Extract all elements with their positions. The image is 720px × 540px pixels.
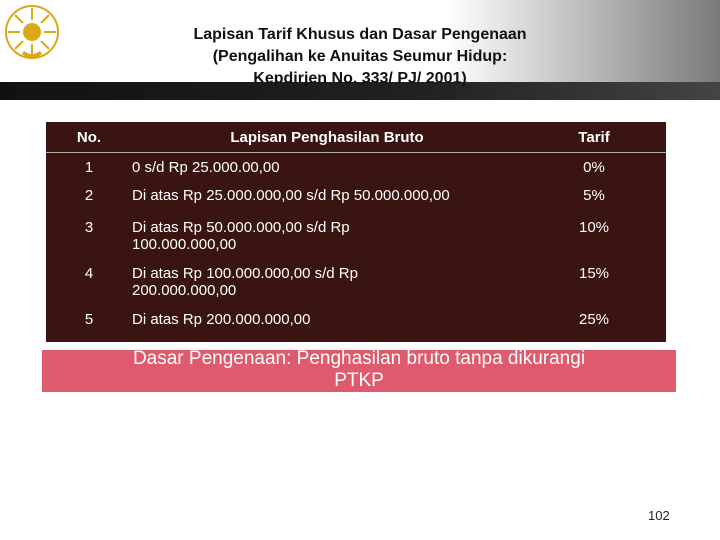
table-row [46, 213, 666, 257]
table-row [46, 257, 666, 303]
row-tarif: 5% [583, 186, 605, 204]
university-emblem-icon [4, 4, 60, 64]
header-tarif: Tarif [578, 128, 610, 146]
row-bracket: 0 s/d Rp 25.000.00,00 [132, 153, 522, 183]
row-bracket: Di atas Rp 25.000.000,00 s/d Rp 50.000.000,00 [132, 186, 450, 204]
row-bracket-line: Di atas Rp 100.000.000,00 s/d Rp [132, 264, 358, 282]
title-line: Kepdirjen No. 333/ PJ/ 2001) [253, 70, 467, 87]
row-bracket-line: 100.000.000,00 [132, 235, 237, 253]
row-no: 1 [46, 153, 132, 183]
row-no: 4 [84, 264, 94, 282]
table-header-row [46, 122, 666, 153]
row-bracket [132, 213, 522, 257]
table-row [46, 183, 666, 213]
row-bracket: Di atas Rp 200.000.000,00 [132, 310, 311, 328]
table-row [46, 303, 666, 337]
header-bracket: Lapisan Penghasilan Bruto [230, 128, 424, 146]
title-line: Lapisan Tarif Khusus dan Dasar Pengenaan [193, 26, 527, 43]
header-no: No. [76, 128, 102, 146]
row-bracket [132, 257, 522, 303]
slide-title [110, 24, 610, 90]
table-row [46, 153, 666, 183]
row-tarif: 0% [522, 153, 666, 183]
row-no: 3 [84, 218, 94, 236]
row-no: 5 [84, 310, 94, 328]
row-bracket-line: Di atas Rp 50.000.000,00 s/d Rp [132, 218, 350, 236]
note-text [42, 350, 676, 392]
row-tarif: 25% [578, 310, 610, 328]
row-tarif: 10% [578, 218, 610, 236]
note-line: Dasar Pengenaan: Penghasilan bruto tanpa dikurangi [132, 350, 586, 369]
page-number: 102 [648, 508, 670, 523]
tariff-table [46, 122, 666, 342]
title-line: (Pengalihan ke Anuitas Seumur Hidup: [212, 48, 508, 65]
note-line: PTKP [334, 370, 384, 391]
row-no: 2 [84, 186, 94, 204]
row-tarif: 15% [578, 264, 610, 282]
row-bracket-line: 200.000.000,00 [132, 281, 237, 299]
note-box [42, 350, 676, 392]
